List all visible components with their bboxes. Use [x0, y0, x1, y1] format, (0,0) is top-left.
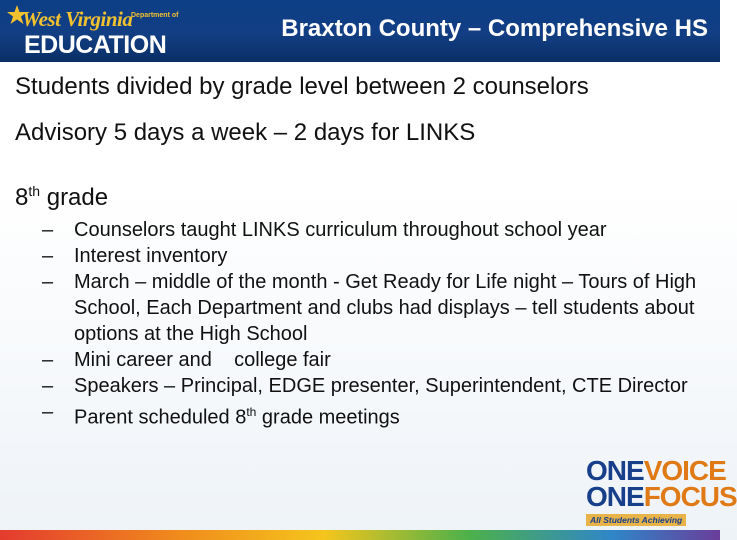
- dash-marker: –: [42, 349, 54, 371]
- list-item-text: Counselors taught LINKS curriculum throughout school year: [74, 219, 607, 241]
- logo-script-text: West Virginia: [22, 7, 133, 31]
- bullet-counselors: Students divided by grade level between 2 counselors: [15, 73, 589, 100]
- list-item-text: Mini career and college fair: [74, 349, 331, 371]
- brand-focus: FOCUS: [643, 481, 737, 512]
- logo-main-text: EDUCATION: [24, 31, 167, 59]
- grade-word: grade: [40, 184, 109, 211]
- list-item: [42, 373, 715, 399]
- brand-voice: VOICE: [643, 455, 726, 486]
- list-item-text: March – middle of the month - Get Ready for Life night – Tours of High School, Each Department and clubs had displays – tell students about options at the High School: [74, 271, 697, 345]
- list-item: [42, 217, 715, 243]
- logo-dept-text: Department of: [131, 12, 179, 19]
- list-item: [42, 399, 715, 431]
- brand-one-2: ONE: [586, 481, 644, 512]
- grade-number: 8: [15, 184, 29, 211]
- dash-marker: –: [42, 271, 54, 293]
- slide-body: [15, 72, 715, 431]
- parent-meetings-sup: th: [246, 405, 257, 419]
- slide-title: Braxton County – Comprehensive HS: [281, 15, 708, 42]
- list-item: [42, 243, 715, 269]
- parent-meetings-post: grade meetings: [256, 406, 400, 429]
- grade-suffix: th: [28, 183, 41, 199]
- list-item-text: Interest inventory: [74, 245, 228, 267]
- wv-education-logo: [6, 4, 188, 58]
- brand-one-1: ONE: [586, 455, 644, 486]
- footer-color-stripe: [0, 530, 720, 540]
- parent-meetings-pre: Parent scheduled 8: [74, 406, 247, 429]
- header-bar: [0, 0, 720, 62]
- dash-marker: –: [42, 245, 54, 267]
- brand-tagline: All Students Achieving: [586, 514, 686, 526]
- bullet-advisory: Advisory 5 days a week – 2 days for LINKS: [15, 119, 476, 146]
- dash-marker: –: [42, 401, 54, 423]
- dash-marker: –: [42, 219, 54, 241]
- bullet-grade: [15, 176, 715, 213]
- grade-sub-list: [42, 217, 715, 431]
- list-item: [42, 269, 715, 347]
- dash-marker: –: [42, 375, 54, 397]
- list-item-text: Speakers – Principal, EDGE presenter, Superintendent, CTE Director: [74, 375, 688, 397]
- list-item: [42, 347, 715, 373]
- one-voice-one-focus-logo: [586, 455, 737, 525]
